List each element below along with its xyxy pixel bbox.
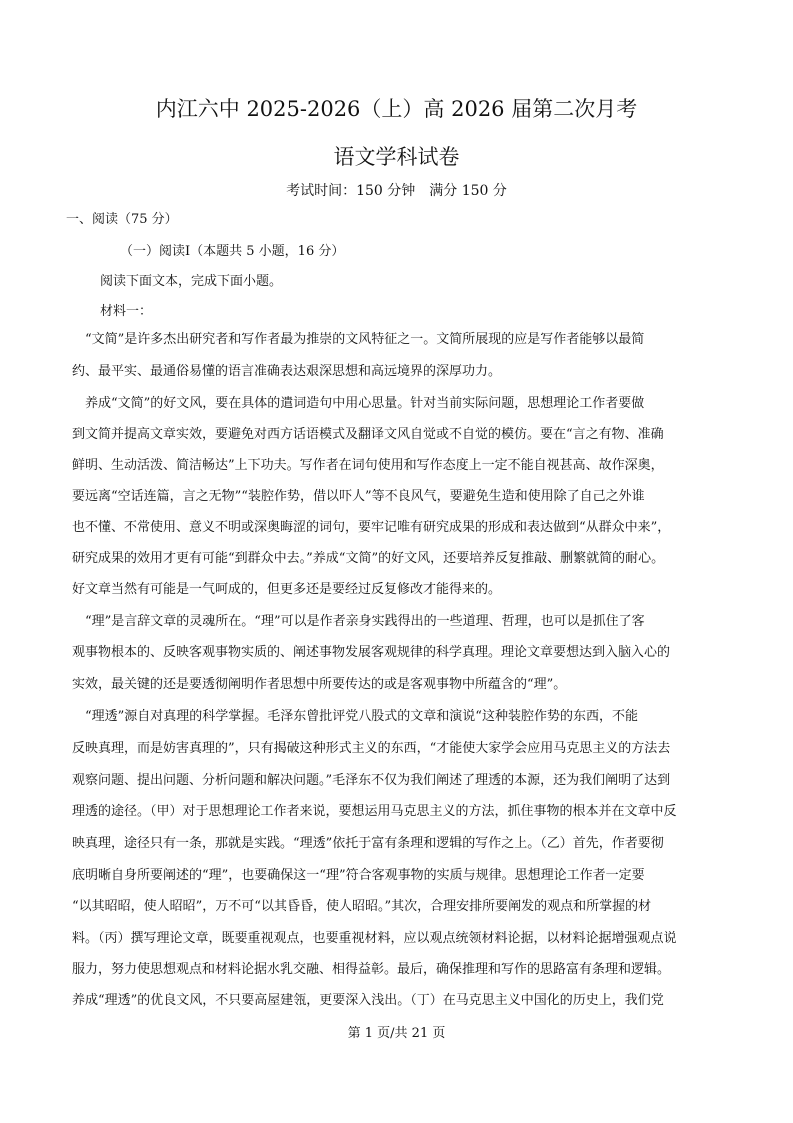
text-line: “理透”源自对真理的科学掌握。毛泽东曾批评党八股式的文章和演说“这种装腔作势的东西，不能 <box>72 709 638 724</box>
text-line: 观事物根本的、反映客观事物实质的、阐述事物发展客观规律的科学真理。理论文章要想达到入脑入心的 <box>72 645 671 660</box>
material-label: 材料一： <box>100 304 153 319</box>
text-line: 要远离“空话连篇，言之无物”“装腔作势，借以吓人”等不良风气，要避免生造和使用除了自己之外谁 <box>72 489 645 504</box>
text-line: 服力，努力使思想观点和材料论据水乳交融、相得益彰。最后，确保推理和写作的思路富有条理和逻辑。 <box>72 962 671 977</box>
text-line: “以其昭昭，使人昭昭”，万不可“以其昏昏，使人昭昭。”其次，合理安排所要阐发的观点和所掌握的材 <box>72 899 652 914</box>
text-line: 研究成果的效用才更有可能“到群众中去。”养成“文简”的好文风，还要培养反复推敲、删繁就简的耐心。 <box>72 551 665 566</box>
text-line: 到文简并提高文章实效，要避免对西方话语模式及翻译文风自觉或不自觉的模仿。要在“言之有物、准确 <box>72 427 664 442</box>
text-line: 鲜明、生动活泼、简洁畅达”上下功夫。写作者在词句使用和写作态度上一定不能自视甚高、故作深奥， <box>72 458 664 473</box>
text-line: “文简”是许多杰出研究者和写作者最为推崇的文风特征之一。文简所展现的应是写作者能够以最简 <box>72 332 645 347</box>
text-line: 好文章当然有可能是一气呵成的，但更多还是要经过反复修改才能得来的。 <box>72 582 502 597</box>
text-line: 实效，最关键的还是要透彻阐明作者思想中所要传达的或是客观事物中所蕴含的“理”。 <box>72 677 567 692</box>
text-line: 料。（丙）撰写理论文章，既要重视观点，也要重视材料，应以观点统领材料论据，以材料论据增强观点说 <box>72 931 677 946</box>
sub-section-heading: （一）阅读Ⅰ（本题共 5 小题，16 分） <box>120 244 345 259</box>
text-line: 反映真理，而是妨害真理的”，只有揭破这种形式主义的东西，“才能使大家学会应用马克思主义的方法去 <box>72 741 671 756</box>
text-line: 养成“文简”的好文风，要在具体的遣词造句中用心思量。针对当前实际问题，思想理论工作者要做 <box>72 396 645 411</box>
page-footer: 第 1 页/共 21 页 <box>347 1026 446 1041</box>
text-line: 映真理，途径只有一条，那就是实践。“理透”依托于富有条理和逻辑的写作之上。（乙）首先，作者要彻 <box>72 836 664 851</box>
text-line: “理”是言辞文章的灵魂所在。“理”可以是作者亲身实践得出的一些道理、哲理，也可以是抓住了客 <box>72 614 645 629</box>
text-line: 观察问题、提出问题、分析问题和解决问题。”毛泽东不仅为我们阐述了理透的本源，还为我们阐明了达到 <box>72 773 671 788</box>
text-line: 约、最平实、最通俗易懂的语言准确表达艰深思想和高远境界的深厚功力。 <box>72 364 502 379</box>
section-heading: 一、阅读（75 分） <box>66 212 178 227</box>
exam-title: 内江六中 2025-2026（上）高 2026 届第二次月考 <box>155 97 638 121</box>
exam-info: 考试时间：150 分钟 满分 150 分 <box>286 183 507 199</box>
text-line: 也不懂、不常使用、意义不明或深奥晦涩的词句，要牢记唯有研究成果的形成和表达做到“从群众中来”， <box>72 520 671 535</box>
subject-title: 语文学科试卷 <box>333 145 460 169</box>
reading-instruction: 阅读下面文本，完成下面小题。 <box>100 274 283 289</box>
text-line: 养成“理透”的优良文风，不只要高屋建瓴，更要深入浅出。（丁）在马克思主义中国化的历史上，我们党 <box>72 993 664 1008</box>
text-line: 理透的途径。（甲）对于思想理论工作者来说，要想运用马克思主义的方法，抓住事物的根本并在文章中反 <box>72 804 677 819</box>
text-line: 底明晰自身所要阐述的“理”，也要确保这一“理”符合客观事物的实质与规律。思想理论工作者一定要 <box>72 868 645 883</box>
